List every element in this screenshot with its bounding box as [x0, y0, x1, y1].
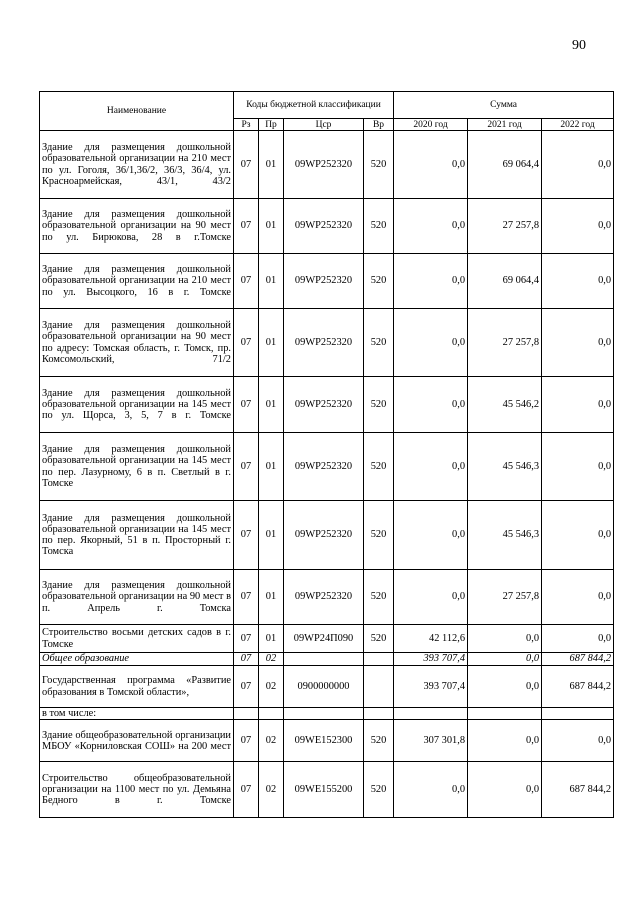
cell-csr: 09WP252320	[284, 433, 364, 501]
cell-pr: 01	[259, 433, 284, 501]
cell-2021: 0,0	[468, 762, 542, 818]
table-row	[40, 377, 614, 433]
cell-vr: 520	[364, 570, 394, 625]
cell-csr	[284, 708, 364, 720]
cell-2021	[468, 708, 542, 720]
cell-name: Здание для размещения дошкольной образовательной организации на 210 мест по ул. Высоцкого, 16 в г. Томске	[40, 254, 234, 309]
cell-2022	[542, 708, 614, 720]
cell-pr: 02	[259, 653, 284, 666]
page-number: 90	[572, 38, 586, 53]
cell-2020: 42 112,6	[394, 625, 468, 653]
cell-csr: 09WP252320	[284, 377, 364, 433]
cell-rz: 07	[234, 762, 259, 818]
cell-rz: 07	[234, 199, 259, 254]
table-row	[40, 131, 614, 199]
table-row	[40, 433, 614, 501]
cell-2020: 0,0	[394, 377, 468, 433]
cell-2022: 0,0	[542, 433, 614, 501]
cell-vr: 520	[364, 433, 394, 501]
table-row	[40, 570, 614, 625]
header-vr: Вр	[364, 119, 394, 131]
cell-2022: 0,0	[542, 377, 614, 433]
table-row	[40, 625, 614, 653]
cell-pr: 01	[259, 131, 284, 199]
cell-pr	[259, 708, 284, 720]
cell-pr: 01	[259, 199, 284, 254]
cell-pr: 02	[259, 762, 284, 818]
cell-rz: 07	[234, 666, 259, 708]
cell-rz: 07	[234, 254, 259, 309]
cell-2020: 0,0	[394, 501, 468, 570]
header-sum: Сумма	[394, 92, 614, 119]
cell-name: в том числе:	[40, 708, 234, 720]
cell-2021: 69 064,4	[468, 254, 542, 309]
header-2020: 2020 год	[394, 119, 468, 131]
cell-rz: 07	[234, 377, 259, 433]
cell-2021: 45 546,2	[468, 377, 542, 433]
cell-2021: 0,0	[468, 625, 542, 653]
cell-pr: 01	[259, 501, 284, 570]
header-name: Наименование	[40, 92, 234, 131]
cell-rz: 07	[234, 625, 259, 653]
cell-vr: 520	[364, 501, 394, 570]
cell-2022: 0,0	[542, 199, 614, 254]
cell-2020: 0,0	[394, 309, 468, 377]
cell-rz: 07	[234, 653, 259, 666]
cell-2020: 393 707,4	[394, 653, 468, 666]
cell-csr: 09WP252320	[284, 570, 364, 625]
cell-name: Общее образование	[40, 653, 234, 666]
cell-2022: 0,0	[542, 254, 614, 309]
cell-2020: 0,0	[394, 433, 468, 501]
cell-csr: 09WP252320	[284, 501, 364, 570]
cell-name: Строительство восьми детских садов в г. Томске	[40, 625, 234, 653]
cell-csr: 09WP252320	[284, 131, 364, 199]
cell-2020: 307 301,8	[394, 720, 468, 762]
cell-rz: 07	[234, 433, 259, 501]
cell-name: Здание для размещения дошкольной образовательной организации на 90 мест по ул. Бирюкова, 28 в г.Томске	[40, 199, 234, 254]
cell-2022: 0,0	[542, 570, 614, 625]
cell-name: Государственная программа «Развитие образования в Томской области»,	[40, 666, 234, 708]
table-row	[40, 762, 614, 818]
cell-pr: 01	[259, 625, 284, 653]
cell-rz	[234, 708, 259, 720]
cell-rz: 07	[234, 131, 259, 199]
cell-2022: 0,0	[542, 501, 614, 570]
cell-vr	[364, 653, 394, 666]
cell-pr: 01	[259, 377, 284, 433]
cell-vr: 520	[364, 131, 394, 199]
cell-name: Строительство общеобразовательной организации на 1100 мест по ул. Демьяна Бедного в г. Томске	[40, 762, 234, 818]
cell-pr: 01	[259, 309, 284, 377]
table-row	[40, 720, 614, 762]
cell-csr	[284, 653, 364, 666]
cell-vr: 520	[364, 309, 394, 377]
cell-name: Здание для размещения дошкольной образовательной организации на 145 мест по пер. Якорный, 51 в п. Просторный г. Томска	[40, 501, 234, 570]
table-row	[40, 708, 614, 720]
cell-2020: 0,0	[394, 762, 468, 818]
cell-2022: 0,0	[542, 309, 614, 377]
cell-rz: 07	[234, 720, 259, 762]
cell-rz: 07	[234, 309, 259, 377]
table-row	[40, 653, 614, 666]
cell-2022: 0,0	[542, 625, 614, 653]
cell-2021: 0,0	[468, 653, 542, 666]
cell-name: Здание для размещения дошкольной образовательной организации на 90 мест в п. Апрель г. Томска	[40, 570, 234, 625]
header-codes: Коды бюджетной классификации	[234, 92, 394, 119]
cell-vr: 520	[364, 199, 394, 254]
cell-csr: 09WP252320	[284, 254, 364, 309]
cell-2021: 0,0	[468, 720, 542, 762]
cell-2022: 687 844,2	[542, 653, 614, 666]
cell-vr	[364, 708, 394, 720]
cell-2021: 45 546,3	[468, 501, 542, 570]
cell-name: Здание для размещения дошкольной образовательной организации на 145 мест по ул. Щорса, 3, 5, 7 в г. Томске	[40, 377, 234, 433]
cell-2020: 0,0	[394, 570, 468, 625]
cell-2021: 0,0	[468, 666, 542, 708]
cell-csr: 0900000000	[284, 666, 364, 708]
table-row	[40, 199, 614, 254]
cell-2022: 0,0	[542, 720, 614, 762]
cell-rz: 07	[234, 501, 259, 570]
cell-vr: 520	[364, 625, 394, 653]
cell-2020: 393 707,4	[394, 666, 468, 708]
cell-csr: 09WP252320	[284, 309, 364, 377]
table-row	[40, 501, 614, 570]
cell-name: Здание общеобразовательной организации МБОУ «Корниловская СОШ» на 200 мест	[40, 720, 234, 762]
cell-2022: 687 844,2	[542, 666, 614, 708]
cell-2021: 27 257,8	[468, 199, 542, 254]
cell-2022: 687 844,2	[542, 762, 614, 818]
table-row	[40, 309, 614, 377]
cell-2020: 0,0	[394, 199, 468, 254]
cell-csr: 09WE155200	[284, 762, 364, 818]
cell-2020	[394, 708, 468, 720]
header-csr: Цср	[284, 119, 364, 131]
cell-2021: 27 257,8	[468, 309, 542, 377]
header-2022: 2022 год	[542, 119, 614, 131]
header-rz: Рз	[234, 119, 259, 131]
cell-vr: 520	[364, 254, 394, 309]
header-2021: 2021 год	[468, 119, 542, 131]
cell-csr: 09WP24П090	[284, 625, 364, 653]
cell-rz: 07	[234, 570, 259, 625]
cell-2022: 0,0	[542, 131, 614, 199]
cell-2021: 27 257,8	[468, 570, 542, 625]
cell-vr: 520	[364, 762, 394, 818]
cell-pr: 02	[259, 666, 284, 708]
cell-2021: 45 546,3	[468, 433, 542, 501]
table-row	[40, 254, 614, 309]
cell-pr: 02	[259, 720, 284, 762]
cell-2021: 69 064,4	[468, 131, 542, 199]
budget-table	[39, 91, 614, 818]
cell-csr: 09WP252320	[284, 199, 364, 254]
cell-vr: 520	[364, 377, 394, 433]
cell-csr: 09WE152300	[284, 720, 364, 762]
cell-name: Здание для размещения дошкольной образовательной организации на 90 мест по адресу: Томская область, г. Томск, пр. Комсомольский, 71/2	[40, 309, 234, 377]
cell-pr: 01	[259, 254, 284, 309]
cell-name: Здание для размещения дошкольной образовательной организации на 145 мест по пер. Лазурному, 6 в п. Светлый в г. Томске	[40, 433, 234, 501]
header-pr: Пр	[259, 119, 284, 131]
table-row	[40, 666, 614, 708]
cell-vr	[364, 666, 394, 708]
cell-2020: 0,0	[394, 131, 468, 199]
cell-name: Здание для размещения дошкольной образовательной организации на 210 мест по ул. Гоголя, 36/1,36/2, 36/3, 36/4, ул. Красноармейская, 43/1, 43/2	[40, 131, 234, 199]
cell-2020: 0,0	[394, 254, 468, 309]
cell-vr: 520	[364, 720, 394, 762]
cell-pr: 01	[259, 570, 284, 625]
